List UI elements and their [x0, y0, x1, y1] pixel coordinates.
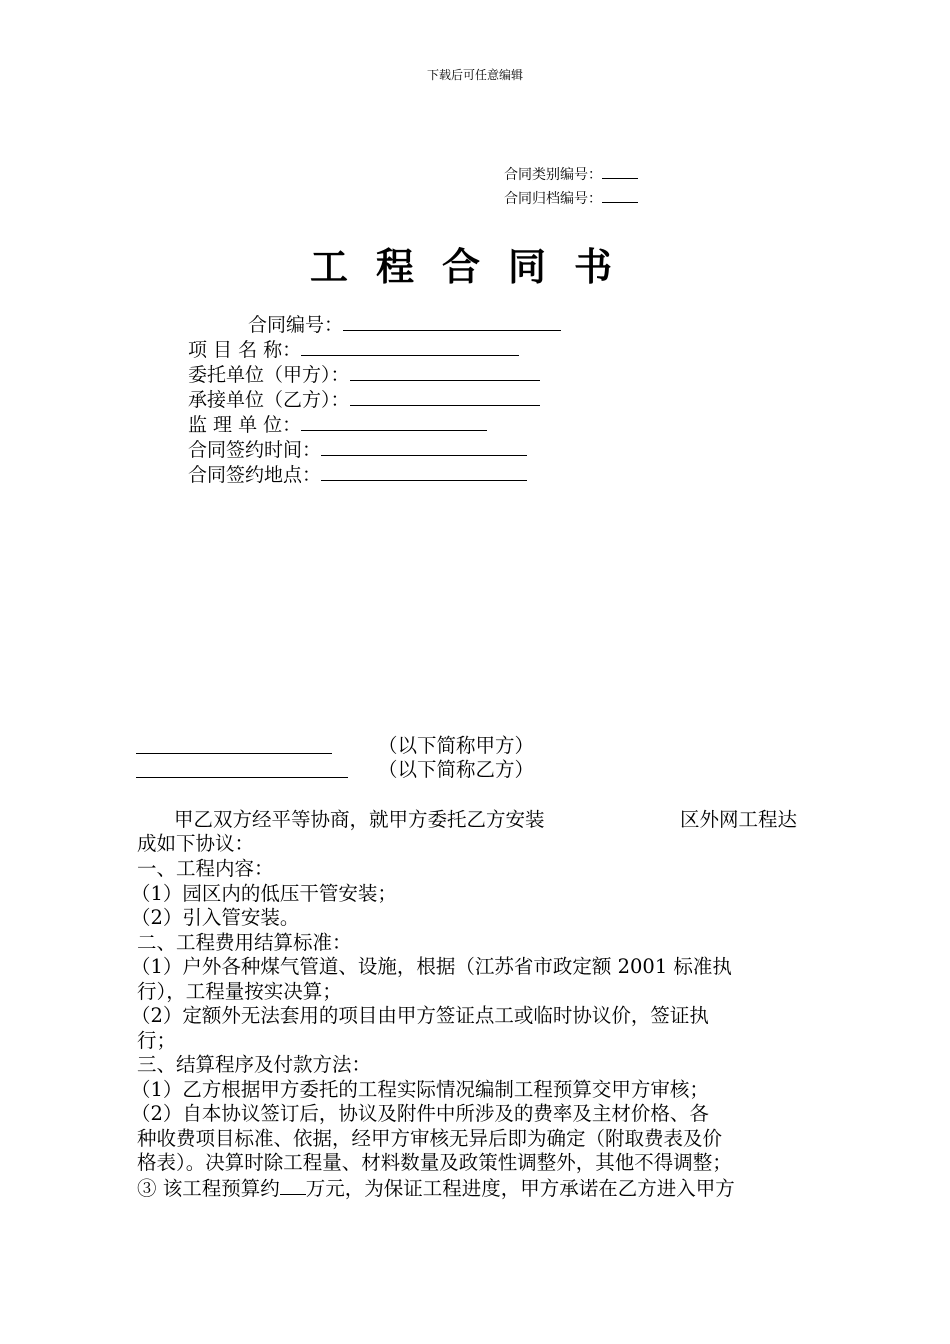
clause-line: 三、结算程序及付款方法：	[137, 1053, 372, 1076]
clause-list	[131, 857, 815, 1201]
header-note: 下载后可任意编辑	[426, 68, 523, 82]
category-number-label: 合同类别编号：	[504, 167, 602, 183]
sign-time-field	[188, 435, 527, 462]
intro-text-2: 区外网工程达	[680, 808, 798, 831]
clause-line: 行），工程量按实决算；	[137, 979, 342, 1003]
supervisor-label: 监 理 单 位：	[188, 414, 302, 436]
budget-blank	[280, 1176, 306, 1195]
party-b-field	[188, 385, 540, 412]
last-line-text-1: ③ 该工程预算约	[137, 1176, 280, 1200]
supervisor-field	[188, 410, 487, 437]
clause-line: （1）乙方根据甲方委托的工程实际情况编制工程预算交甲方审核；	[131, 1077, 709, 1101]
project-name-blank	[301, 337, 519, 356]
clause-line: 种收费项目标准、依据，经甲方审核无异后即为确定（附取费表及价	[137, 1126, 723, 1150]
party-a-field	[188, 360, 540, 387]
party-a-label: 委托单位（甲方）：	[188, 364, 350, 386]
last-line-text-2: 万元，为保证工程进度，甲方承诺在乙方进入甲方	[305, 1176, 735, 1200]
category-number-line	[504, 164, 638, 184]
party-b-blank	[350, 387, 540, 406]
archive-number-label: 合同归档编号：	[504, 191, 602, 207]
clause-line: 行；	[137, 1028, 177, 1052]
contract-number-blank	[343, 312, 561, 331]
clause-line: （2）引入管安装。	[131, 906, 300, 929]
archive-number-line	[504, 188, 638, 208]
intro-text-1: 甲乙双方经平等协商，就甲方委托乙方安装	[174, 808, 545, 831]
intro-line-2: 成如下协议：	[137, 832, 255, 855]
clause-line: （1）户外各种煤气管道、设施，根据（江苏省市政定额 2001 标准执	[131, 955, 732, 978]
party-b-label: 承接单位（乙方）：	[188, 389, 350, 411]
category-number-blank	[602, 164, 638, 179]
party-a-alias: （以下简称甲方）	[378, 734, 535, 757]
clause-line: 二、工程费用结算标准：	[137, 930, 352, 954]
clause-line: （2）定额外无法套用的项目由甲方签证点工或临时协议价，签证执	[131, 1004, 709, 1027]
contract-number-label: 合同编号：	[248, 314, 344, 336]
document-title: 工程合同书	[309, 244, 640, 289]
clause-line-last	[137, 1176, 815, 1202]
project-name-field	[188, 335, 519, 362]
clause-line: （2）自本协议签订后，协议及附件中所涉及的费率及主材价格、各	[131, 1102, 709, 1125]
contract-number-field	[248, 310, 561, 337]
party-b-name-blank	[136, 757, 348, 778]
clause-line: 一、工程内容：	[137, 857, 274, 880]
sign-time-blank	[321, 437, 527, 456]
party-a-name-blank	[136, 733, 332, 754]
party-b-alias: （以下简称乙方）	[378, 758, 535, 781]
project-name-label: 项 目 名 称：	[188, 339, 302, 361]
sign-time-label: 合同签约时间：	[188, 439, 322, 461]
sign-place-label: 合同签约地点：	[188, 464, 322, 486]
supervisor-blank	[301, 412, 487, 431]
party-a-blank	[350, 362, 540, 381]
archive-number-blank	[602, 188, 638, 203]
clause-line: （1）园区内的低压干管安装；	[131, 881, 397, 905]
sign-place-field	[188, 460, 527, 487]
sign-place-blank	[321, 462, 527, 481]
clause-line: 格表）。决算时除工程量、材料数量及政策性调整外，其他不得调整；	[137, 1151, 732, 1174]
